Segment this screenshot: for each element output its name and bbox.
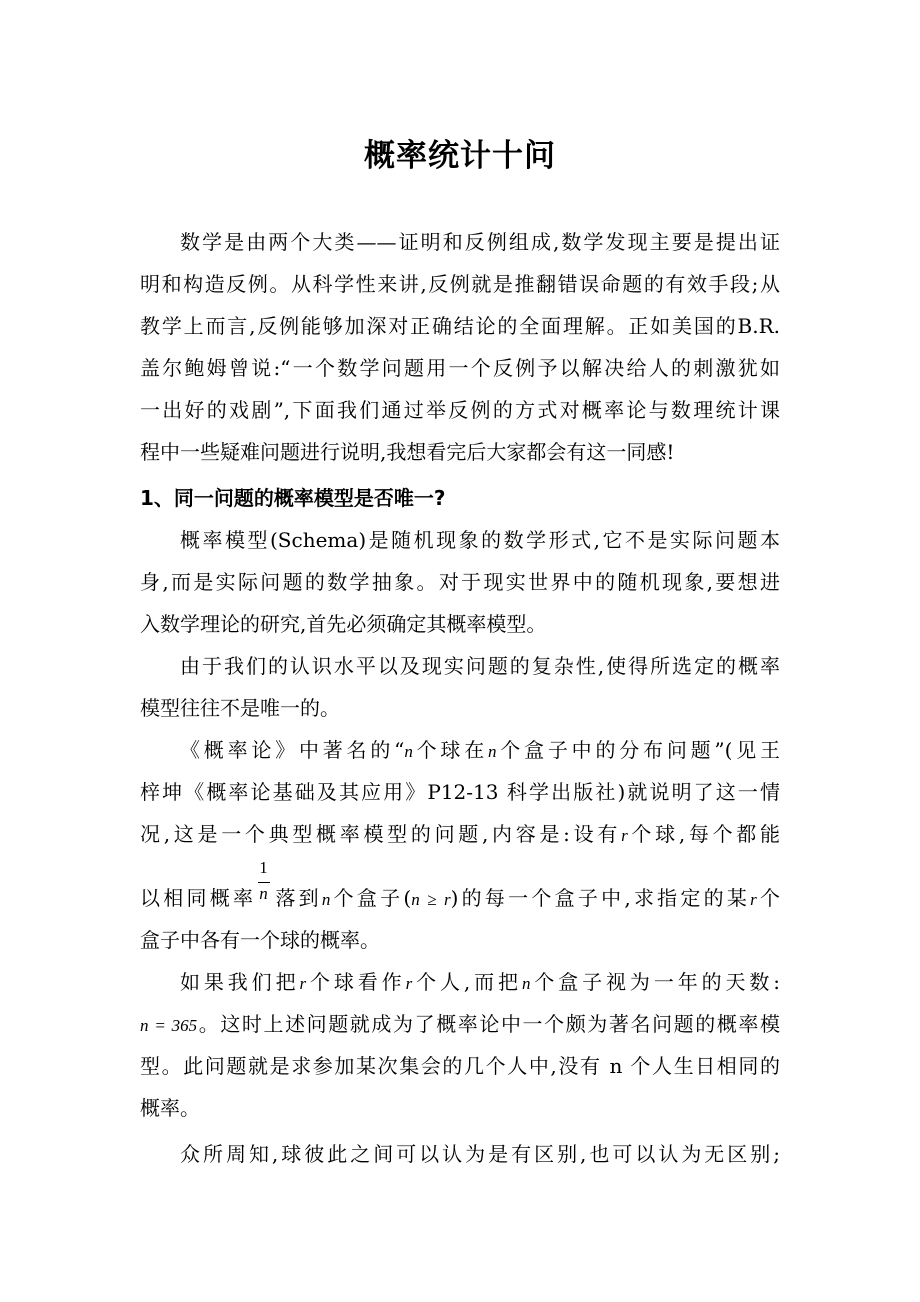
fraction-denominator: n [259,884,268,903]
intro-line-6: 程中一些疑难问题进行说明,我想看完后大家都会有这一同感! [140,440,675,464]
text-run: 个 [756,886,781,910]
text-run: 个人,而把 [412,970,522,994]
text-run: 个球在 [412,738,489,762]
p3-line-1 [180,730,780,770]
text-run: 个球看作 [306,970,406,994]
text-run: 落到 [272,886,322,910]
math-r: r [405,974,413,993]
fraction-numerator: 1 [259,858,268,877]
math-r: r [621,826,628,845]
text-run: 个球,每个都能 [627,822,781,846]
p4-line-1 [180,962,780,1002]
p1-line-2: 身,而是实际问题的数学抽象。对于现实世界中的随机现象,要想进 [140,570,780,594]
p2-line-1: 由于我们的认识水平以及现实问题的复杂性,使得所选定的概率 [180,654,780,678]
intro-line-4: 盖尔鲍姆曾说:“一个数学问题用一个反例予以解决给人的刺激犹如 [140,356,780,380]
page-title: 概率统计十问 [364,138,556,174]
p3-line-3 [140,814,780,854]
math-equation: n = 365 [140,1016,198,1035]
math-n: n [521,974,531,993]
intro-line-5: 一出好的戏剧”,下面我们通过举反例的方式对概率论与数理统计课 [140,398,780,422]
math-n: n [488,742,497,761]
section-heading: 1、同一问题的概率模型是否唯一? [140,486,446,510]
p4-line-3: 型。此问题就是求参加某次集会的几个人中,没有 n 个人生日相同的 [140,1054,780,1078]
math-n: n [321,890,331,909]
p5-line-1: 众所周知,球彼此之间可以认为是有区别,也可以认为无区别; [180,1142,780,1166]
math-n: n [404,742,413,761]
p1-line-3: 入数学理论的研究,首先必须确定其概率模型。 [140,612,547,636]
p4-line-2 [140,1004,780,1044]
text-run: 个盒子中的分布问题”(见王 [496,738,781,762]
intro-line-3: 教学上而言,反例能够加深对正确结论的全面理解。正如美国的B.R. [140,314,780,338]
intro-line-2: 明和构造反例。从科学性来讲,反例就是推翻错误命题的有效手段;从 [140,272,780,296]
text-run: 以相同概率 [140,886,257,910]
text-run: 《概率论》中著名的“ [180,738,405,762]
p3-line-4 [140,858,781,918]
fraction-bar [258,882,270,883]
text-run: 个盒子视为一年的天数: [530,970,781,994]
intro-line-1: 数学是由两个大类——证明和反例组成,数学发现主要是提出证 [180,230,780,254]
math-r: r [299,974,307,993]
text-run: )的每一个盒子中,求指定的某 [450,886,751,910]
fraction-1-over-n [258,858,270,918]
text-run: 况,这是一个典型概率模型的问题,内容是:设有 [140,822,622,846]
p3-line-5: 盒子中各有一个球的概率。 [140,928,380,952]
math-r: r [750,890,757,909]
p2-line-2: 模型往往不是唯一的。 [140,696,340,720]
p4-line-4: 概率。 [140,1096,200,1120]
text-run: 如果我们把 [180,970,300,994]
math-condition: n ≥ r [411,890,451,909]
p3-line-2: 梓坤《概率论基础及其应用》P12-13 科学出版社)就说明了这一情 [140,780,780,804]
text-run: 。这时上述问题就成为了概率论中一个颇为著名问题的概率模 [197,1012,780,1036]
p1-line-1: 概率模型(Schema)是随机现象的数学形式,它不是实际问题本 [180,528,780,552]
text-run: 个盒子( [330,886,412,910]
